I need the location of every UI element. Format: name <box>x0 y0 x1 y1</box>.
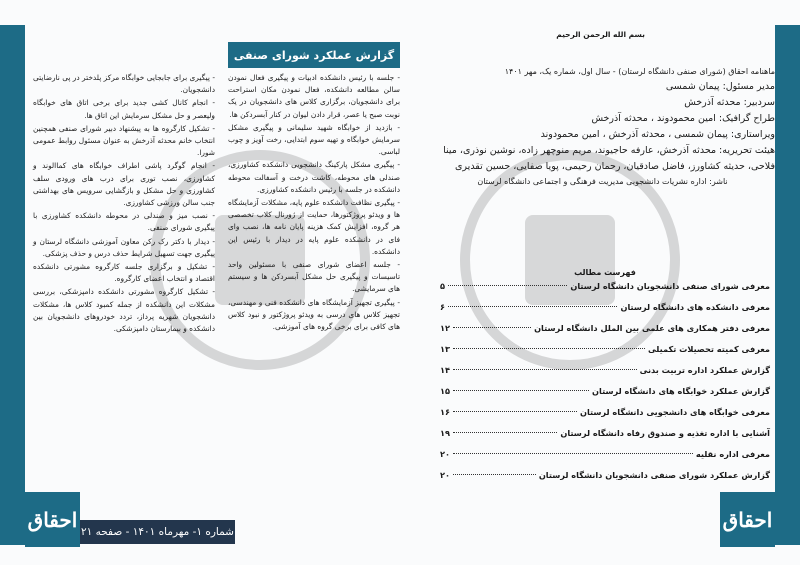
article-paragraph: - تشکیل و برگزاری جلسه کارگروه مشورتی دانشکده اقتصاد و انتخاب اعضای کارگروه. <box>33 262 215 284</box>
article-paragraph: - انجام گوگرد پاشی اطراف خوابگاه های کماالوند و کشاورزی، نصب توری برای درب های ورودی سلف کشاورزی و حل مشکل و بازگشایی سرویس های بهداشتی جنب سالن ورزشی کشاورزی. <box>33 161 215 208</box>
toc-entry <box>440 302 770 323</box>
toc-title: فهرست مطالب <box>574 268 636 277</box>
toc-entry-title: معرفی دفتر همکاری های علمی بین الملل دانشگاه لرستان <box>534 323 770 333</box>
masthead-line: طراح گرافیک: امین محمودوند ، محدثه آذرخش <box>591 113 775 124</box>
article-paragraph: - دیدار با دکتر رک رکن معاون آموزشی دانشگاه لرستان و پیگیری جهت تسهیل شرایط حذف درس و حذف پزشکی. <box>33 236 215 258</box>
ehghagh-logo: احقاق <box>25 492 80 547</box>
section-title: گزارش عملکرد شورای صنفی <box>228 42 400 68</box>
article-paragraph: - تشکیل کارگروه ها به پیشنهاد دبیر شورای صنفی همچنین انتخاب خانم محدثه آذرخش به عنوان مسئول روابط عمومی شورا. <box>33 123 215 158</box>
issue-footer: شماره ۱- مهرماه ۱۴۰۱ - صفحه ۲۱ <box>80 520 235 544</box>
masthead-line: سردبیر: محدثه آذرخش <box>684 97 775 108</box>
toc-leader-dots <box>453 390 589 391</box>
masthead <box>430 65 775 189</box>
table-of-contents <box>440 268 770 491</box>
toc-leader-dots <box>453 432 557 433</box>
toc-entry <box>440 428 770 449</box>
article-paragraph: - بازدید از خوابگاه شهید سلیمانی و پیگیری مشکل سرمایش خوابگاه و تهیه سوم ابتدایی، رخت آویز و چوب لباسی. <box>228 122 400 157</box>
toc-entry <box>440 281 770 302</box>
left-edge-strip <box>0 25 25 545</box>
article-column-left <box>33 72 215 336</box>
right-edge-strip <box>775 25 800 545</box>
toc-page-number: ۱۵ <box>440 386 450 396</box>
article-paragraph: - انجام کانال کشی جدید برای برخی اتاق های خوابگاه ولیعصر و حل مشکل سرمایش این اتاق ها. <box>33 98 215 120</box>
article-paragraph: - پیگیری تجهیز آزمایشگاه های دانشکده فنی و مهندسی، تجهیز کلاس های درسی به ویدئو پروژکتور و نبود کلاس های کافی برای برخی گروه های آموزشی. <box>228 297 400 332</box>
toc-page-number: ۲۰ <box>440 470 450 480</box>
toc-leader-dots <box>453 348 645 349</box>
toc-leader-dots <box>448 285 567 286</box>
toc-leader-dots <box>448 306 617 307</box>
toc-page-number: ۵ <box>440 281 445 291</box>
toc-entry-title: آشنایی با اداره تغذیه و صندوق رفاه دانشگاه لرستان <box>560 428 770 438</box>
article-paragraph: - پیگیری برای جابجایی خوابگاه مرکز پلدختر در پی نارضایتی دانشجویان. <box>33 73 215 95</box>
toc-leader-dots <box>453 369 637 370</box>
toc-leader-dots <box>453 474 536 475</box>
article-paragraph: - نصب میز و صندلی در محوطه دانشکده کشاورزی با پیگیری شورای صنفی. <box>33 211 215 233</box>
toc-entry-title: گزارش عملکرد اداره تربیت بدنی <box>639 365 770 375</box>
toc-entry <box>440 449 770 470</box>
article-paragraph: - پیگیری مشکل پارکینگ دانشجویی دانشکده کشاورزی، صندلی های محوطه، کاشت درخت و آسفالت محوطه دانشکده در جلسه با رئیس دانشکده کشاورزی. <box>228 160 400 194</box>
toc-entry-title: معرفی کمیته تحصیلات تکمیلی <box>647 344 770 354</box>
toc-leader-dots <box>453 453 693 454</box>
article-column-right <box>228 72 400 334</box>
toc-entry <box>440 470 770 491</box>
toc-entry <box>440 365 770 386</box>
toc-entry-title: گزارش عملکرد شورای صنفی دانشجویان دانشگاه لرستان <box>538 470 770 480</box>
toc-entry <box>440 407 770 428</box>
toc-page-number: ۱۶ <box>440 407 450 417</box>
toc-page-number: ۱۳ <box>440 344 450 354</box>
masthead-line: ماهنامه احقاق (شورای صنفی دانشگاه لرستان) - سال اول، شماره یک، مهر ۱۴۰۱ <box>504 67 775 76</box>
masthead-line: مدیر مسئول: پیمان شمسی <box>665 81 775 92</box>
article-paragraph: - تشکیل کارگروه مشورتی دانشکده دامپزشکی، بررسی مشکلات این دانشکده از جمله کمبود کلاس ها، مشکلات دانشجویان شهریه پرداز، تردد خودروهای دانشجویان بین دانشکده و بیمارستان دامپزشکی. <box>33 287 215 334</box>
article-paragraph: - پیگیری نظافت دانشکده علوم پایه، مشکلات آزمایشگاه ها و ویدئو پروژکتورها، حمایت از ژورنال کلاب تخصصی هر گروه، افزایش کمک هزینه پایان نامه ها، نصب وای فای در دانشکده علوم پایه در دیدار با رئیس این دانشکده. <box>228 198 400 256</box>
masthead-line: ناشر: اداره نشریات دانشجویی مدیریت فرهنگی و اجتماعی دانشگاه لرستان <box>477 177 728 186</box>
toc-page-number: ۶ <box>440 302 445 312</box>
ehghagh-logo: احقاق <box>720 492 775 547</box>
toc-entry-title: معرفی دانشکده های دانشگاه لرستان <box>620 302 770 312</box>
toc-entry-title: معرفی شورای صنفی دانشجویان دانشگاه لرستان <box>570 281 770 291</box>
toc-page-number: ۱۲ <box>440 323 450 333</box>
toc-leader-dots <box>453 411 577 412</box>
toc-entry <box>440 344 770 365</box>
toc-entry <box>440 386 770 407</box>
toc-entry <box>440 323 770 344</box>
toc-entry-title: معرفی خوابگاه های دانشجویی دانشگاه لرستان <box>579 407 770 417</box>
toc-page-number: ۱۹ <box>440 428 450 438</box>
bismillah: بسم الله الرحمن الرحیم <box>556 30 645 39</box>
article-paragraph: - جلسه با رئیس دانشکده ادبیات و پیگیری فعال نمودن سالن مطالعه دانشکده، فعال نمودن مکان استراحت برای دانشجویان، برگزاری کلاس های دانشجویان در یک نوبت صبح یا عصر، قرار دادن لیوان در کنار آبسردکن ها. <box>228 73 400 119</box>
toc-page-number: ۱۴ <box>440 365 450 375</box>
toc-entry-title: معرفی اداره نقلیه <box>695 449 770 459</box>
toc-leader-dots <box>453 327 531 328</box>
toc-page-number: ۲۰ <box>440 449 450 459</box>
masthead-line: ویراستاری: پیمان شمسی ، محدثه آذرخش ، امین محمودوند <box>540 129 775 140</box>
article-paragraph: - جلسه اعضای شورای صنفی با مسئولین واحد تاسیسات و پیگیری حل مشکل آبسردکن ها و سیستم های سرمایشی. <box>228 260 400 294</box>
masthead-line: هیئت تحریریه: محدثه آذرخش، عارفه حاجیوند، مریم منوچهر زاده، نوشین نوذری، مینا فلاحی، حدیثه کشاورز، فاضل صادقیان، رحمان رحیمی، پویا صفایی، حسین تقدیری <box>443 145 775 172</box>
toc-entry-title: گزارش عملکرد خوابگاه های دانشگاه لرستان <box>592 386 770 396</box>
